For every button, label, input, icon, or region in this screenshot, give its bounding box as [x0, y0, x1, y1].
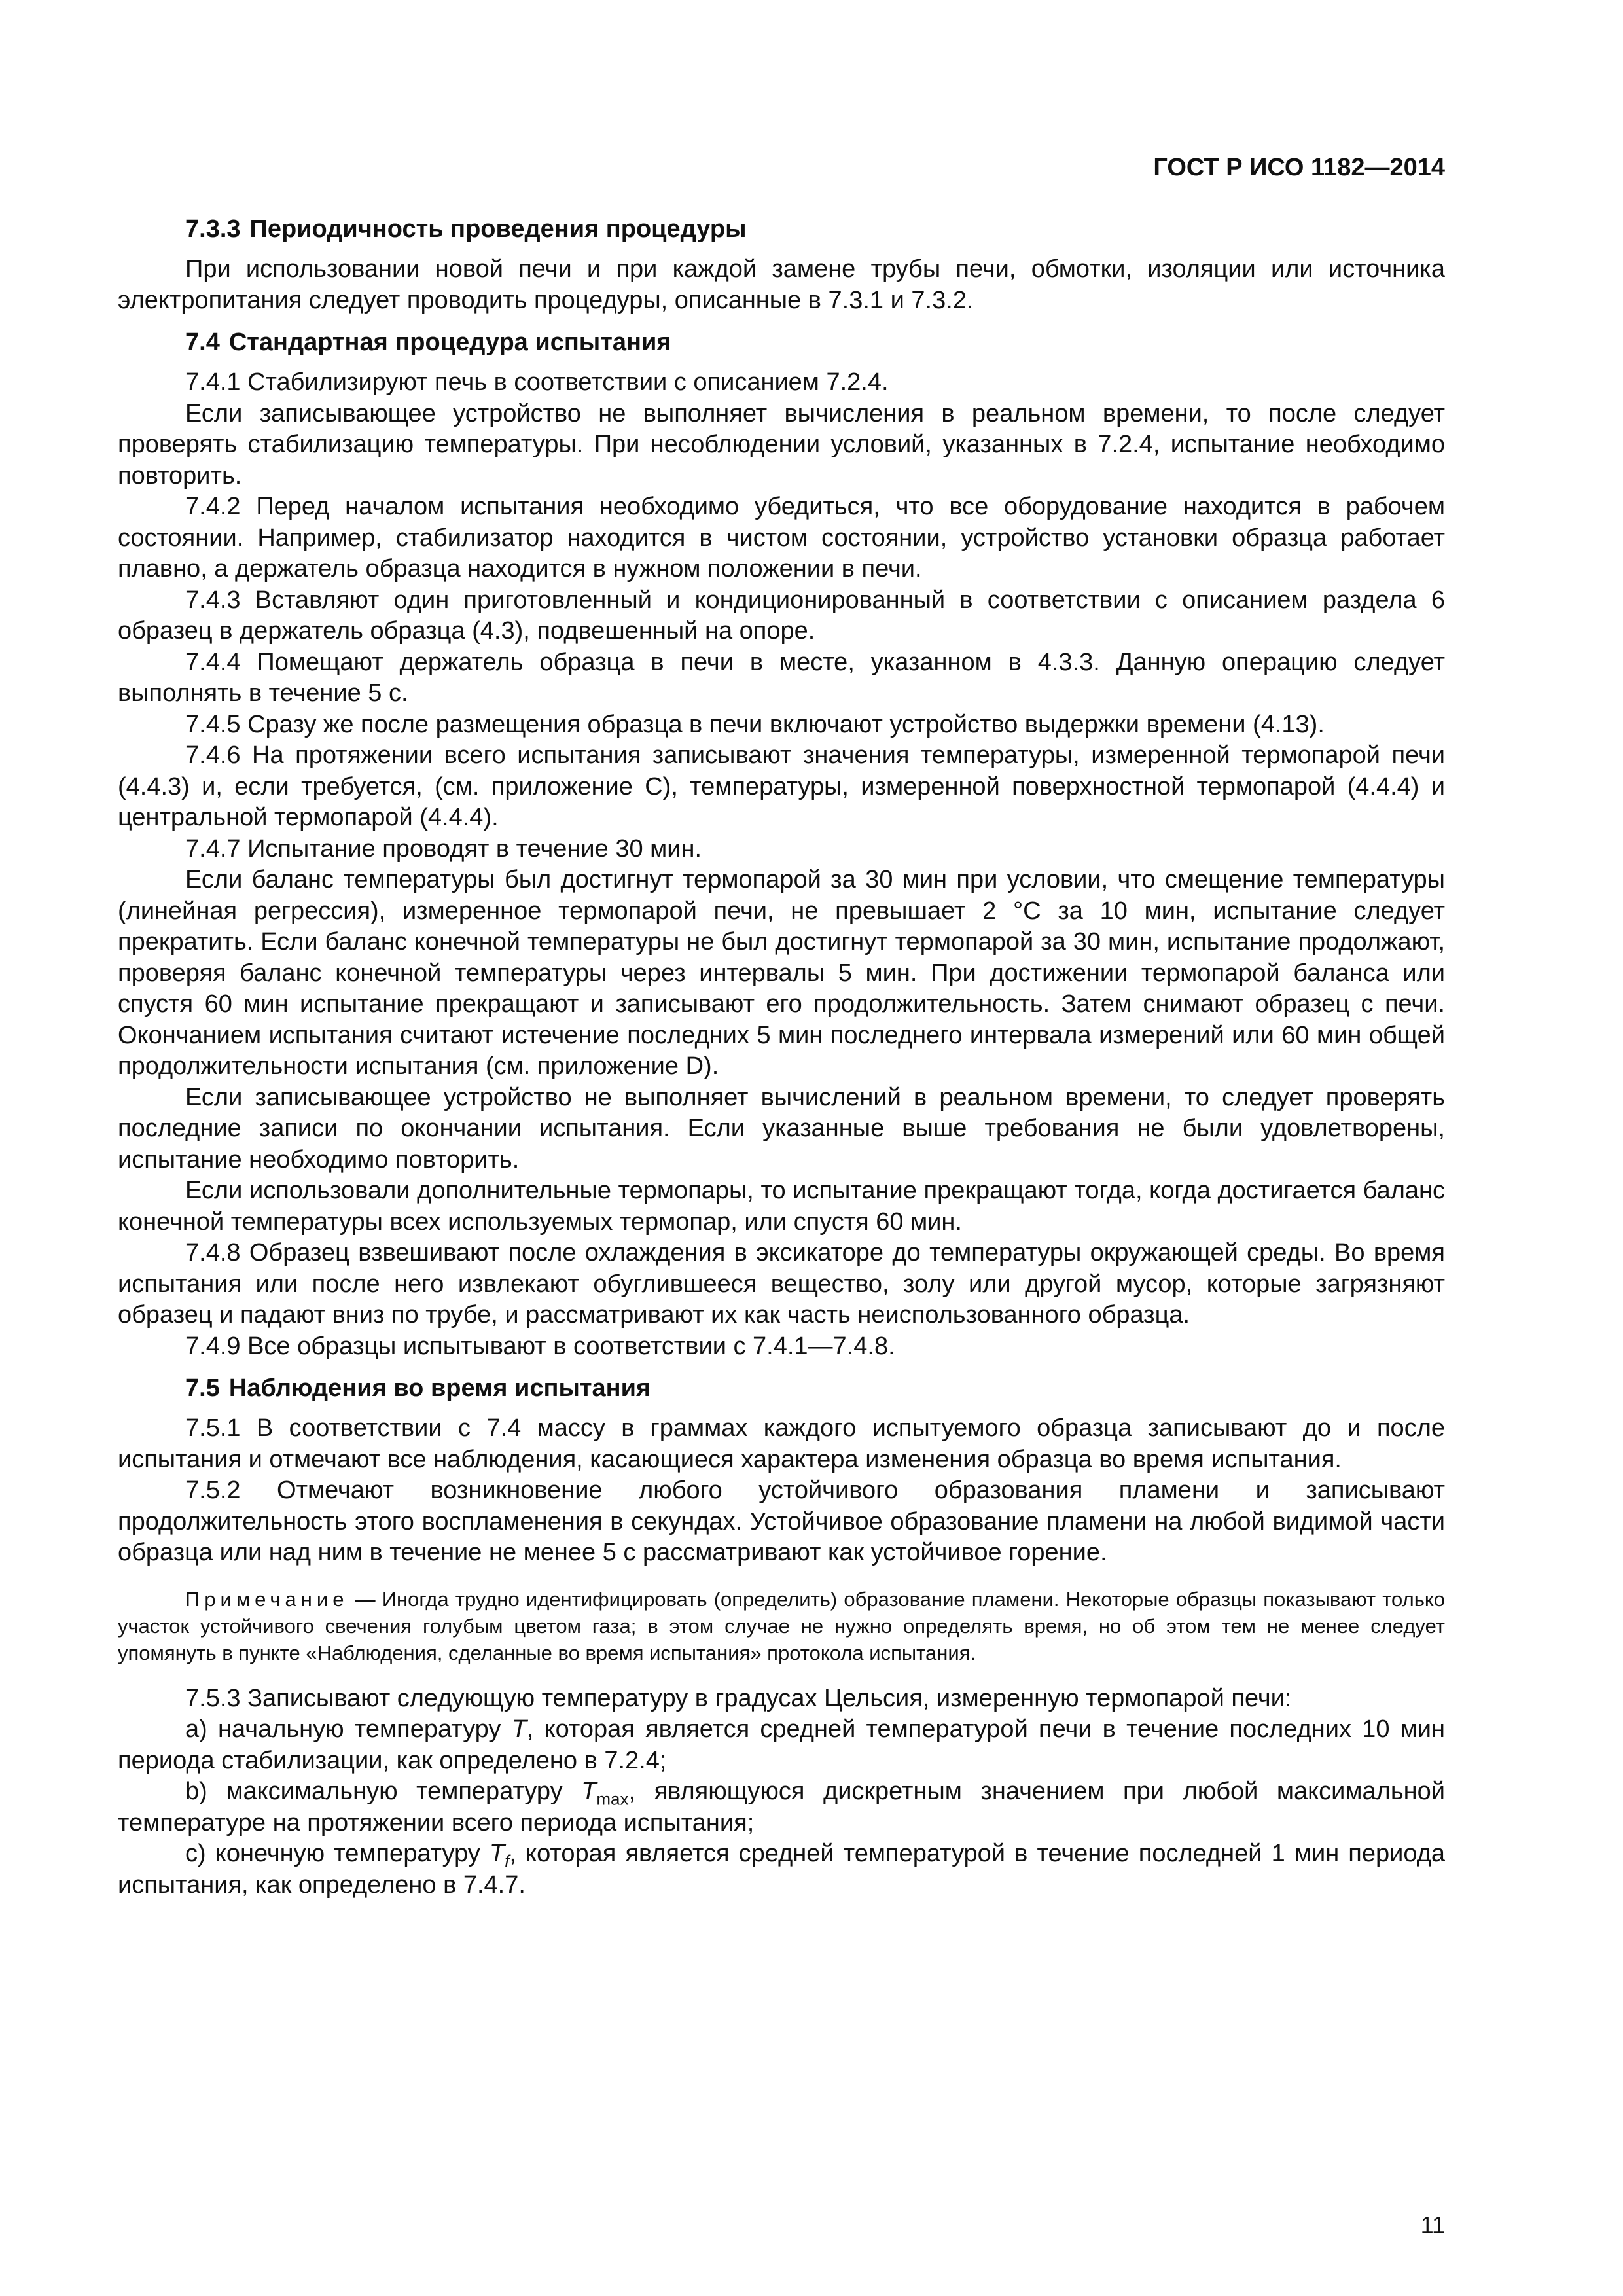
- note: [118, 1586, 1445, 1666]
- symbol-subscript-text: f: [505, 1851, 510, 1871]
- section-title: Стандартная процедура испытания: [228, 329, 671, 356]
- paragraph-7-4-1: 7.4.1 Стабилизируют печь в соответствии с описанием 7.2.4.: [185, 368, 889, 396]
- paragraph-7-4-7: 7.4.7 Испытание проводят в течение 30 мин.: [185, 834, 702, 863]
- page-number: 11: [1420, 2212, 1445, 2238]
- temperature-symbol: T: [489, 1840, 505, 1867]
- document-page: [118, 151, 1445, 2258]
- symbol-subscript: max: [596, 1789, 629, 1809]
- section-title: Периодичность проведения процедуры: [249, 215, 747, 243]
- section-7-3-3-heading: [118, 213, 1445, 245]
- section-number: 7.3.3: [185, 215, 241, 243]
- paragraph: При использовании новой печи и при каждой замене трубы печи, обмотки, изоляции или источника электропитания следует проводить процедуры, описанные в 7.3.1 и 7.3.2.: [118, 255, 1445, 314]
- paragraph: Если записывающее устройство не выполняет вычислений в реальном времени, то следует проверять последние записи по окончании испытания. Если указанные выше требования не были удовлетворены, испытание необходимо повторить.: [118, 1083, 1445, 1174]
- list-item-b: [118, 1776, 1445, 1839]
- section-number: 7.5: [185, 1374, 220, 1402]
- section-7-5-heading: [118, 1372, 1445, 1404]
- section-number: 7.4: [185, 329, 220, 356]
- note-label: Примечание: [185, 1587, 349, 1611]
- temperature-symbol: T: [511, 1715, 527, 1743]
- paragraph: Если баланс температуры был достигнут термопарой за 30 мин при условии, что смещение температуры (линейная регрессия), измеренное термопарой печи, не превышает 2 °С за 10 мин, испытание следует прекратить. Если баланс конечной температуры не был достигнут термопарой за 30 мин, испытание продолжают, проверяя баланс конечной температуры через интервалы 5 мин. При достижении термопарой баланса или спустя 60 мин испытание прекращают и записывают его продолжительность. Затем снимают образец с печи. Окончанием испытания считают истечение последних 5 мин последнего интервала измерений или 60 мин общей продолжительности испытания (см. приложение D).: [118, 866, 1445, 1080]
- section-7-4-heading: [118, 327, 1445, 358]
- list-item-text: b) максимальную температуру: [185, 1778, 582, 1805]
- paragraph-7-5-3: 7.5.3 Записывают следующую температуру в градусах Цельсия, измеренную термопарой печи:: [185, 1684, 1292, 1712]
- list-item-c: [118, 1839, 1445, 1901]
- paragraph-7-5-1: 7.5.1 В соответствии с 7.4 массу в граммах каждого испытуемого образца записывают до и после испытания и отмечают все наблюдения, касающиеся характера изменения образца во время испытания.: [118, 1414, 1445, 1473]
- list-item-a: [118, 1714, 1445, 1776]
- paragraph-7-5-2: 7.5.2 Отмечают возникновение любого устойчивого образования пламени и записывают продолжительность этого воспламенения в секундах. Устойчивое образование пламени на любой видимой части образца или над ним в течение не менее 5 с рассматривают как устойчивое горение.: [118, 1477, 1445, 1566]
- paragraph-7-4-3: 7.4.3 Вставляют один приготовленный и кондиционированный в соответствии с описанием раздела 6 образец в держатель образца (4.3), подвешенный на опоре.: [118, 586, 1445, 645]
- list-item-text: с) конечную температуру: [185, 1840, 490, 1867]
- paragraph: Если записывающее устройство не выполняет вычисления в реальном времени, то после следует проверять стабилизацию температуры. При несоблюдении условий, указанных в 7.2.4, испытание необходимо повторить.: [118, 399, 1445, 490]
- document-header: ГОСТ Р ИСО 1182—2014: [1153, 154, 1445, 181]
- paragraph: Если использовали дополнительные термопары, то испытание прекращают тогда, когда достигается баланс конечной температуры всех используемых термопар, или спустя 60 мин.: [118, 1177, 1445, 1236]
- note-text: — Иногда трудно идентифицировать (определить) образование пламени. Некоторые образцы показывают только участок устойчивого свечения голубым цветом газа; в этом случае не нужно определять время, но об этом тем не менее следует упомянуть в пункте «Наблюдения, сделанные во время испытания» протокола испытания.: [118, 1587, 1445, 1664]
- paragraph-7-4-4: 7.4.4 Помещают держатель образца в печи в месте, указанном в 4.3.3. Данную операцию следует выполнять в течение 5 с.: [118, 648, 1445, 707]
- list-item-text: , являющуюся дискретным значением при любой максимальной температуре на протяжении всего периода испытания;: [118, 1778, 1445, 1837]
- list-item-text: , которая является средней температурой печи в течение последних 10 мин периода стабилизации, как определено в 7.2.4;: [118, 1715, 1445, 1774]
- list-item-text: , которая является средней температурой в течение последней 1 мин периода испытания, как определено в 7.4.7.: [118, 1840, 1445, 1899]
- section-title: Наблюдения во время испытания: [228, 1374, 651, 1402]
- temperature-symbol: T: [581, 1778, 597, 1805]
- paragraph-7-4-2: 7.4.2 Перед началом испытания необходимо убедиться, что все оборудование находится в рабочем состоянии. Например, стабилизатор находится в чистом состоянии, устройство установки образца работает плавно, а держатель образца находится в нужном положении в печи.: [118, 493, 1445, 583]
- paragraph-7-4-9: 7.4.9 Все образцы испытывают в соответствии с 7.4.1—7.4.8.: [185, 1332, 895, 1360]
- paragraph-7-4-8: 7.4.8 Образец взвешивают после охлаждения в эксикаторе до температуры окружающей среды. Во время испытания или после него извлекают обуглившееся вещество, золу или другой мусор, которые загрязняют образец и падают вниз по трубе, и рассматривают их как часть неиспользованного образца.: [118, 1239, 1445, 1329]
- paragraph-7-4-5: 7.4.5 Сразу же после размещения образца в печи включают устройство выдержки времени (4.13).: [185, 710, 1325, 738]
- paragraph-7-4-6: 7.4.6 На протяжении всего испытания записывают значения температуры, измеренной термопарой печи (4.4.3) и, если требуется, (см. приложение С), температуры, измеренной поверхностной термопарой (4.4.4) и центральной термопарой (4.4.4).: [118, 742, 1445, 831]
- list-item-text: а) начальную температуру: [185, 1715, 512, 1743]
